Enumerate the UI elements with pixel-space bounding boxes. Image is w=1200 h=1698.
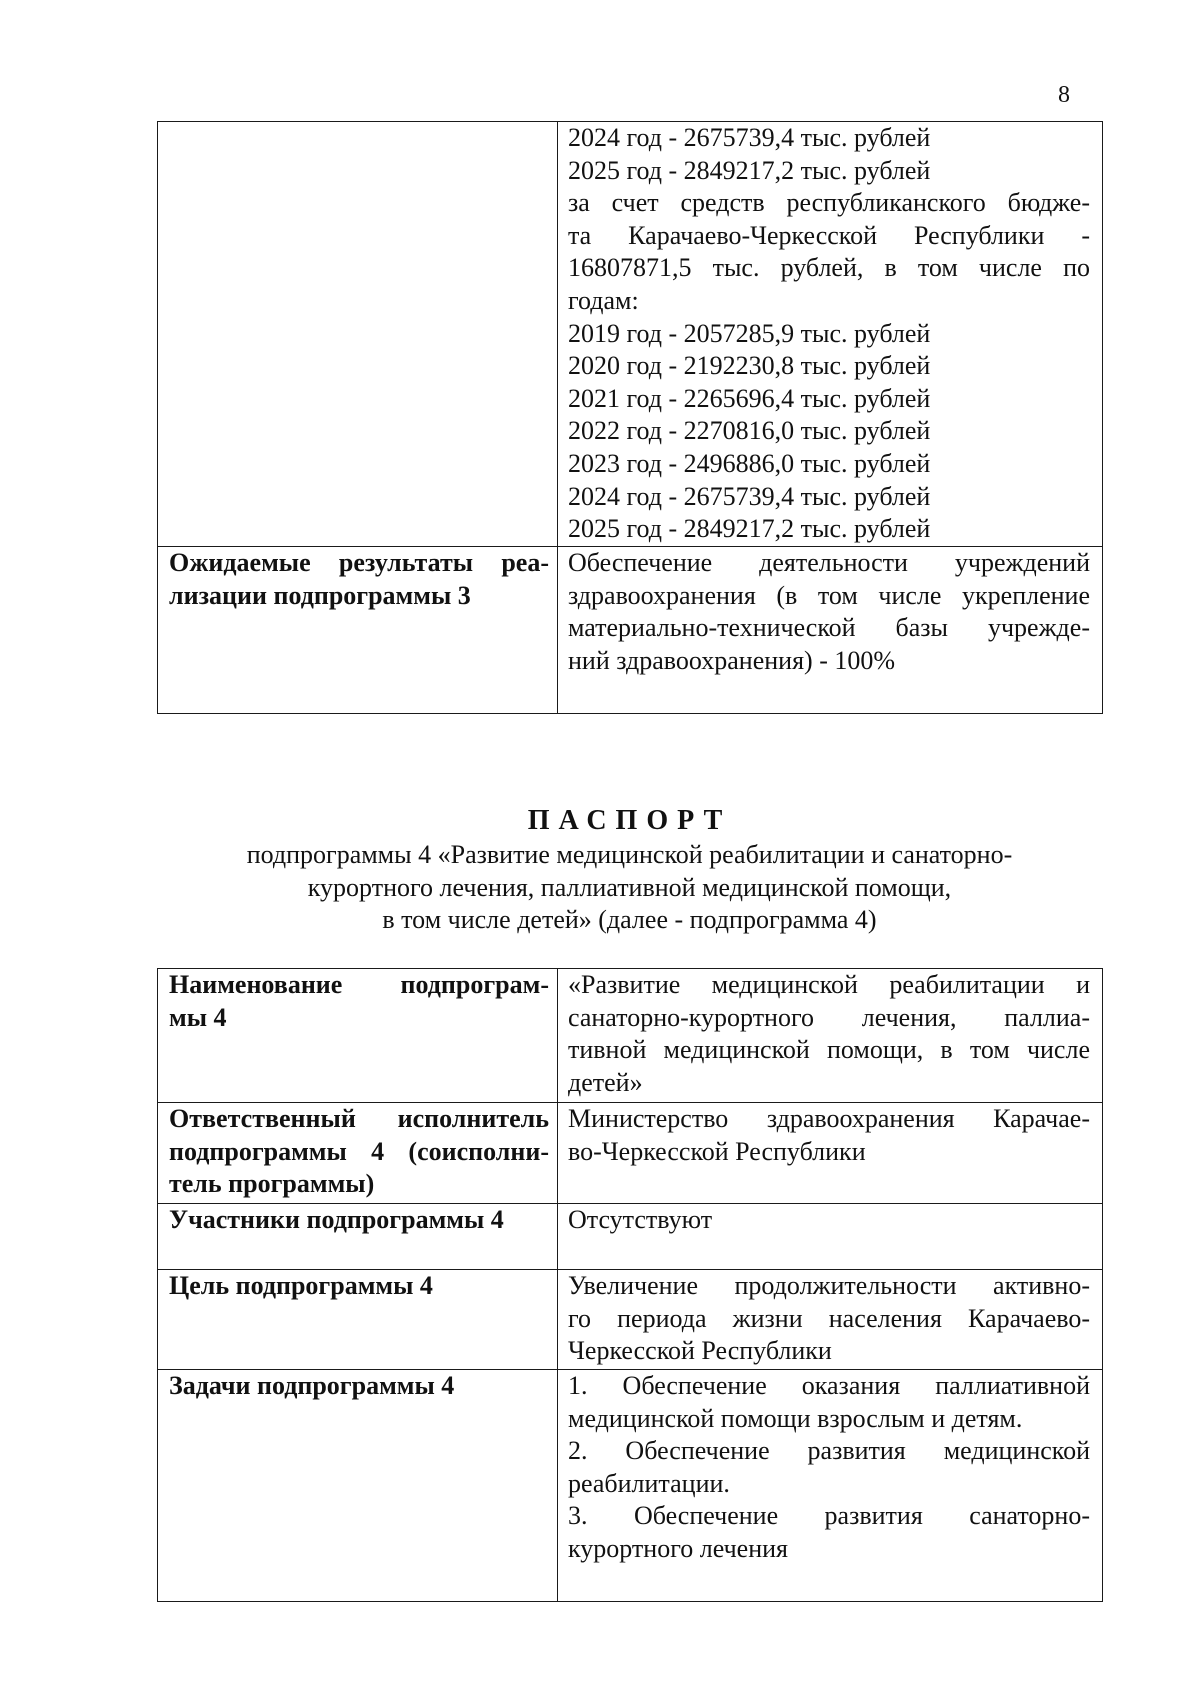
subtitle-line: курортного лечения, паллиативной медицинской помощи,: [307, 872, 952, 902]
label-line: Задачи подпрограммы 4: [169, 1371, 455, 1400]
value-line: реабилитации.: [568, 1468, 730, 1498]
table-row: [158, 1270, 1103, 1370]
label-line: Ожидаемые результаты реа-: [169, 548, 549, 577]
passport-heading: [157, 804, 1102, 937]
label-line: мы 4: [169, 1002, 227, 1032]
row-value-cell: [558, 547, 1103, 714]
table-row: [158, 547, 1103, 714]
funding-line: 2025 год - 2849217,2 тыс. рублей: [568, 514, 931, 544]
funding-line: 2022 год - 2270816,0 тыс. рублей: [568, 416, 931, 446]
table-row: [158, 122, 1103, 547]
value-line: Министерство здравоохранения Карачае-: [568, 1104, 1090, 1133]
row-value-cell: [558, 1204, 1103, 1270]
value-line: «Развитие медицинской реабилитации и: [568, 970, 1090, 999]
row-label-cell: [158, 122, 558, 547]
value-line: санаторно-курортного лечения, паллиа-: [568, 1002, 1090, 1032]
funding-line: 2020 год - 2192230,8 тыс. рублей: [568, 351, 931, 381]
subtitle-line: подпрограммы 4 «Развитие медицинской реабилитации и санаторно-: [246, 840, 1013, 869]
value-line: Черкесской Республики: [568, 1336, 832, 1366]
value-line: Отсутствуют: [568, 1205, 713, 1234]
value-line: Увеличение продолжительности активно-: [568, 1271, 1090, 1300]
value-line: материально-технической базы учрежде-: [568, 613, 1090, 643]
funding-line: 16807871,5 тыс. рублей, в том числе по: [568, 253, 1090, 283]
value-line: тивной медицинской помощи, в том числе: [568, 1035, 1090, 1065]
value-line: 2. Обеспечение развития медицинской: [568, 1436, 1090, 1466]
row-value-cell: [558, 1103, 1103, 1204]
funding-line: 2019 год - 2057285,9 тыс. рублей: [568, 318, 931, 348]
row-label-cell: [158, 1270, 558, 1370]
value-line: Обеспечение деятельности учреждений: [568, 548, 1090, 577]
label-line: Наименование подпрограм-: [169, 970, 549, 999]
value-line: во-Черкесской Республики: [568, 1136, 866, 1166]
label-line: тель программы): [169, 1169, 375, 1199]
value-line: детей»: [568, 1067, 643, 1097]
funding-line: 2024 год - 2675739,4 тыс. рублей: [568, 481, 931, 511]
row-label-cell: [158, 547, 558, 714]
label-line: Цель подпрограммы 4: [169, 1271, 433, 1300]
page-number: 8: [1058, 82, 1070, 108]
funding-line: 2023 год - 2496886,0 тыс. рублей: [568, 448, 931, 478]
row-value-cell: [558, 1370, 1103, 1602]
label-line: лизации подпрограммы 3: [169, 580, 471, 610]
funding-line: годам:: [568, 285, 639, 315]
value-line: медицинской помощи взрослым и детям.: [568, 1403, 1023, 1433]
row-label-cell: [158, 969, 558, 1103]
table-row: [158, 1204, 1103, 1270]
table-row: [158, 969, 1103, 1103]
value-line: курортного лечения: [568, 1533, 788, 1563]
value-line: 3. Обеспечение развития санаторно-: [568, 1501, 1090, 1531]
heading-title: ПАСПОРТ: [527, 805, 732, 836]
label-line: подпрограммы 4 (соисполни-: [169, 1136, 549, 1166]
passport-table-subprogram-3: [157, 121, 1103, 714]
funding-line: за счет средств республиканского бюдже-: [568, 188, 1090, 218]
value-line: 1. Обеспечение оказания паллиативной: [568, 1371, 1090, 1400]
funding-line: 2024 год - 2675739,4 тыс. рублей: [568, 123, 931, 152]
heading-subtitle: [157, 839, 1102, 937]
label-line: Участники подпрограммы 4: [169, 1205, 504, 1234]
label-line: Ответственный исполнитель: [169, 1104, 549, 1133]
passport-table-subprogram-4: [157, 968, 1103, 1602]
value-line: ний здравоохранения) - 100%: [568, 645, 896, 675]
funding-line: та Карачаево-Черкесской Республики -: [568, 220, 1090, 250]
value-line: го периода жизни населения Карачаево-: [568, 1303, 1090, 1333]
value-line: здравоохранения (в том числе укрепление: [568, 580, 1090, 610]
row-label-cell: [158, 1103, 558, 1204]
table-row: [158, 1370, 1103, 1602]
row-value-cell: [558, 122, 1103, 547]
funding-line: 2025 год - 2849217,2 тыс. рублей: [568, 155, 931, 185]
row-label-cell: [158, 1204, 558, 1270]
table-row: [158, 1103, 1103, 1204]
row-label-cell: [158, 1370, 558, 1602]
subtitle-line: в том числе детей» (далее - подпрограмма 4): [382, 905, 877, 935]
row-value-cell: [558, 969, 1103, 1103]
row-value-cell: [558, 1270, 1103, 1370]
funding-line: 2021 год - 2265696,4 тыс. рублей: [568, 383, 931, 413]
